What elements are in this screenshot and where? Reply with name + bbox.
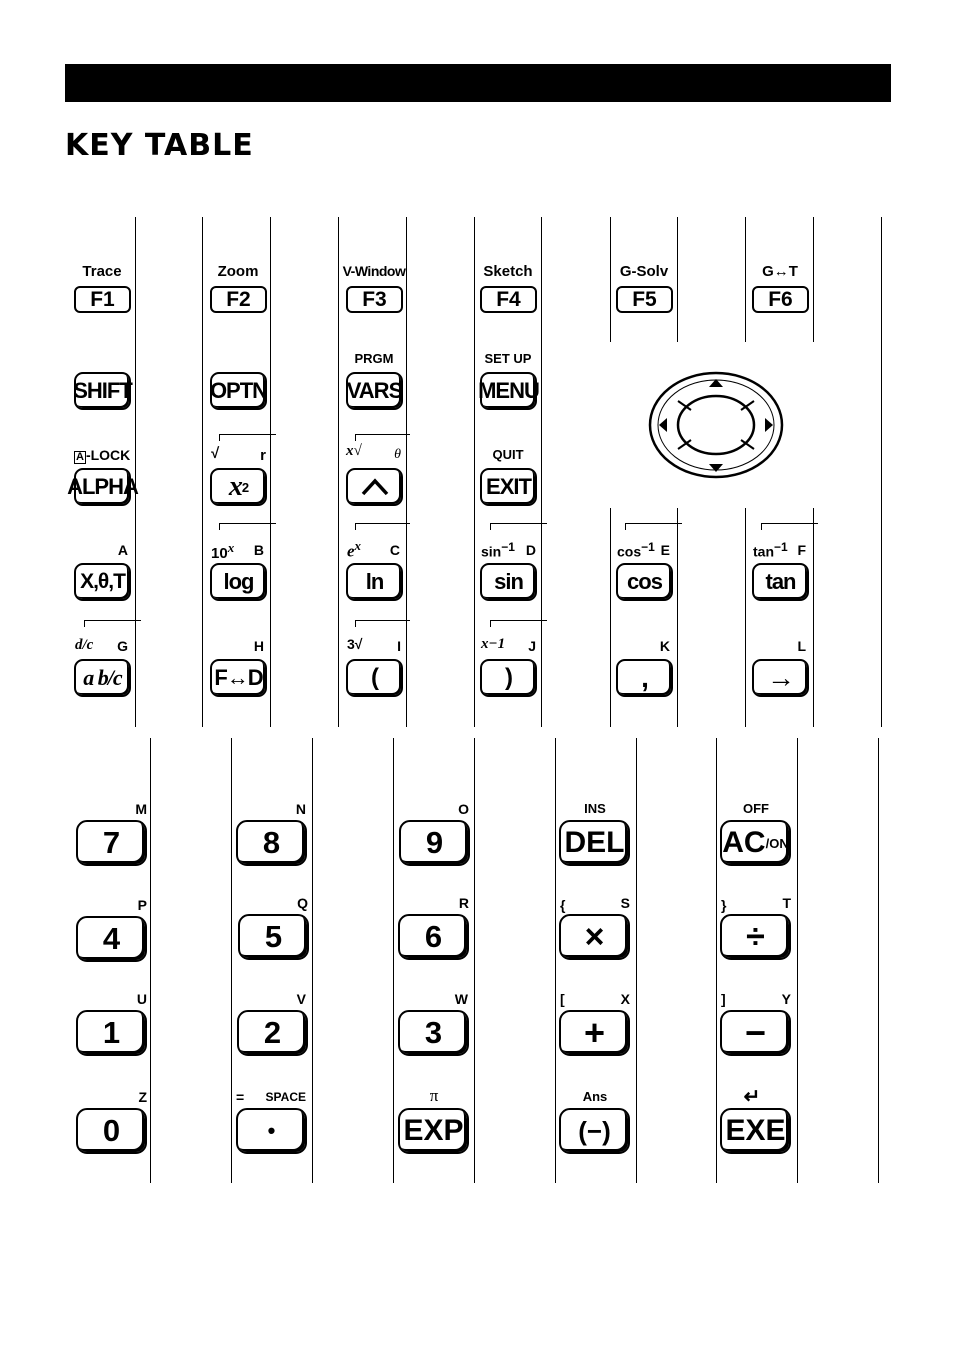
negative-shift-label: Ans — [582, 1089, 608, 1104]
open-paren-key[interactable]: ( — [346, 659, 403, 697]
square-key-label: x — [228, 471, 242, 502]
f3-caption: V-Window — [342, 263, 406, 279]
column-line — [231, 738, 232, 1183]
key-2-alpha-label: V — [296, 991, 306, 1007]
close-paren-key[interactable]: ) — [480, 659, 537, 697]
column-line — [813, 217, 814, 342]
ln-alpha-label: C — [389, 542, 400, 558]
shift-bracket — [84, 620, 141, 621]
point-shift-label: = — [236, 1089, 245, 1105]
shift-bracket — [219, 523, 220, 530]
f1-caption: Trace — [82, 263, 122, 280]
key-1-alpha-label: U — [136, 991, 147, 1007]
column-line — [202, 217, 203, 727]
divide-key[interactable]: ÷ — [720, 914, 791, 960]
column-line — [270, 217, 271, 727]
shift-bracket — [761, 523, 818, 524]
key-4-alpha-label: P — [137, 897, 147, 913]
vars-caption: PRGM — [354, 351, 394, 366]
column-line — [312, 738, 313, 1183]
exp-key[interactable]: EXP — [398, 1108, 469, 1154]
key-2[interactable]: 2 — [237, 1010, 308, 1056]
shift-bracket — [490, 523, 491, 530]
tan-shift-label — [753, 540, 788, 560]
cos-shift-sup: −1 — [641, 540, 655, 554]
ac-label: AC — [722, 826, 766, 859]
header-bar — [65, 64, 891, 102]
cos-shift-label — [617, 540, 655, 560]
tan-shift-base: tan — [753, 543, 774, 560]
plus-alpha-label: X — [620, 991, 630, 1007]
cos-key[interactable]: cos — [616, 563, 673, 601]
key-3[interactable]: 3 — [398, 1010, 469, 1056]
column-line — [677, 508, 678, 727]
exit-caption: QUIT — [492, 447, 524, 462]
f6-key[interactable]: F6 — [752, 286, 809, 313]
alpha-box-label: A — [76, 451, 84, 463]
column-line — [338, 217, 339, 727]
power-alpha-label: θ — [394, 447, 401, 462]
key-9[interactable]: 9 — [399, 820, 470, 866]
key-8[interactable]: 8 — [236, 820, 307, 866]
plus-shift-label: [ — [560, 991, 565, 1007]
shift-key[interactable]: SHIFT — [74, 372, 131, 410]
square-key[interactable] — [210, 468, 267, 506]
return-icon: ↵ — [743, 1086, 761, 1108]
log-shift-sup: x — [227, 540, 235, 555]
shift-bracket — [355, 523, 410, 524]
comma-alpha-label: K — [659, 638, 670, 654]
f6-caption: G↔T — [762, 263, 798, 280]
shift-bracket — [490, 620, 491, 627]
column-line — [610, 217, 611, 342]
shift-bracket — [355, 523, 356, 530]
f2-caption: Zoom — [217, 263, 259, 280]
multiply-key[interactable]: × — [559, 914, 630, 960]
alpha-caption — [74, 447, 130, 464]
ln-key[interactable]: ln — [346, 563, 403, 601]
shift-bracket — [490, 620, 547, 621]
key-5[interactable]: 5 — [238, 914, 309, 960]
on-label: /ON — [765, 835, 789, 851]
ln-shift-sup: x — [354, 538, 362, 553]
column-line — [813, 508, 814, 727]
minus-shift-label: ] — [721, 991, 726, 1007]
divide-alpha-label: T — [782, 895, 791, 911]
decimal-point-key[interactable]: • — [236, 1108, 307, 1154]
sin-shift-sup: −1 — [501, 540, 515, 554]
open-paren-alpha-label: I — [397, 638, 401, 654]
key-7-alpha-label: M — [135, 801, 147, 817]
ac-on-key[interactable] — [720, 820, 791, 866]
column-line — [797, 738, 798, 1183]
vars-key[interactable]: VARS — [346, 372, 403, 410]
column-line — [135, 217, 136, 727]
key-5-alpha-label: Q — [297, 895, 308, 911]
xthetat-alpha-label: A — [117, 542, 128, 558]
f4-caption: Sketch — [483, 263, 533, 280]
sin-shift-label — [481, 540, 515, 560]
square-alpha-label: r — [260, 447, 266, 464]
shift-bracket — [355, 620, 410, 621]
key-4[interactable]: 4 — [76, 916, 147, 962]
exe-key[interactable]: EXE — [720, 1108, 791, 1154]
fd-alpha-label: H — [253, 638, 264, 654]
multiply-shift-label: { — [560, 897, 566, 913]
f1-key[interactable]: F1 — [74, 286, 131, 313]
shift-bracket — [355, 434, 356, 441]
f5-caption: G-Solv — [619, 263, 669, 280]
key-0-alpha-label: Z — [138, 1089, 147, 1105]
shift-bracket — [84, 620, 85, 627]
key-0[interactable]: 0 — [76, 1108, 147, 1154]
cos-alpha-label: E — [660, 542, 670, 558]
column-line — [636, 738, 637, 1183]
f2-key[interactable]: F2 — [210, 286, 267, 313]
log-shift-base: 10 — [211, 545, 228, 562]
key-7[interactable]: 7 — [76, 820, 147, 866]
shift-bracket — [490, 523, 547, 524]
caret-icon — [360, 477, 390, 497]
key-1[interactable]: 1 — [76, 1010, 147, 1056]
close-paren-alpha-label: J — [528, 638, 536, 654]
shift-bracket — [625, 523, 682, 524]
open-paren-shift-label: 3√ — [347, 636, 363, 652]
key-9-alpha-label: O — [458, 801, 469, 817]
f4-key[interactable]: F4 — [480, 286, 537, 313]
column-line — [878, 738, 879, 1183]
cos-shift-base: cos — [617, 543, 642, 560]
ln-shift-base: e — [347, 541, 355, 561]
del-shift-label: INS — [584, 801, 606, 816]
alpha-lock-label: -LOCK — [85, 447, 131, 463]
fraction-key[interactable]: a b/c — [74, 659, 131, 697]
fd-key[interactable]: F↔D — [210, 659, 267, 697]
log-shift-label — [211, 540, 234, 562]
column-line — [555, 738, 556, 1183]
column-line — [406, 217, 407, 727]
key-3-alpha-label: W — [454, 991, 468, 1007]
negative-key[interactable]: (−) — [559, 1108, 630, 1154]
minus-key[interactable]: − — [720, 1010, 791, 1056]
del-key[interactable]: DEL — [559, 820, 630, 866]
tan-shift-sup: −1 — [774, 540, 788, 554]
fraction-alpha-label: G — [117, 638, 128, 654]
column-line — [745, 508, 746, 727]
column-line — [745, 217, 746, 342]
sin-alpha-label: D — [525, 542, 536, 558]
log-alpha-label: B — [253, 542, 264, 558]
optn-key[interactable]: OPTN — [210, 372, 267, 410]
power-key[interactable] — [346, 468, 403, 506]
multiply-alpha-label: S — [620, 895, 630, 911]
shift-bracket — [355, 620, 356, 627]
comma-key[interactable]: , — [616, 659, 673, 697]
column-line — [541, 217, 542, 727]
column-line — [393, 738, 394, 1183]
close-paren-shift-label: x−1 — [481, 636, 506, 652]
log-key[interactable]: log — [210, 563, 267, 601]
sin-shift-base: sin — [481, 543, 502, 560]
key-6[interactable]: 6 — [398, 914, 469, 960]
alpha-key[interactable]: ALPHA — [74, 468, 131, 506]
key-8-alpha-label: N — [295, 801, 306, 817]
tan-key[interactable]: tan — [752, 563, 809, 601]
column-line — [474, 738, 475, 1183]
minus-alpha-label: Y — [781, 991, 791, 1007]
f5-key[interactable]: F5 — [616, 286, 673, 313]
square-shift-label: √ — [211, 445, 220, 462]
shift-bracket — [219, 434, 220, 441]
plus-key[interactable]: + — [559, 1010, 630, 1056]
column-line — [610, 508, 611, 727]
shift-bracket — [219, 434, 276, 435]
f3-key[interactable]: F3 — [346, 286, 403, 313]
store-key[interactable]: → — [752, 659, 809, 697]
sin-key[interactable]: sin — [480, 563, 537, 601]
column-line — [716, 738, 717, 1183]
shift-bracket — [219, 523, 276, 524]
replay-pad[interactable] — [645, 367, 787, 483]
menu-caption: SET UP — [484, 351, 532, 366]
exit-key[interactable]: EXIT — [480, 468, 537, 506]
page-title: KEY TABLE — [65, 128, 254, 163]
ac-shift-label: OFF — [743, 801, 769, 816]
power-shift-label: x√ — [346, 443, 362, 459]
column-line — [881, 217, 882, 727]
column-line — [474, 217, 475, 727]
square-key-sup: 2 — [241, 479, 249, 495]
column-line — [150, 738, 151, 1183]
point-alpha-label: SPACE — [265, 1090, 306, 1104]
menu-key[interactable]: MENU — [480, 372, 537, 410]
store-alpha-label: L — [797, 638, 806, 654]
key-6-alpha-label: R — [458, 895, 469, 911]
shift-bracket — [355, 434, 410, 435]
tan-alpha-label: F — [797, 542, 806, 558]
divide-shift-label: } — [721, 897, 727, 913]
exp-shift-label: π — [429, 1086, 439, 1105]
shift-bracket — [625, 523, 626, 530]
column-line — [677, 217, 678, 342]
shift-bracket — [761, 523, 762, 530]
fraction-shift-label: d/c — [75, 637, 94, 653]
xthetat-key[interactable]: X,θ,T — [74, 563, 131, 601]
ln-shift-label — [347, 538, 361, 562]
